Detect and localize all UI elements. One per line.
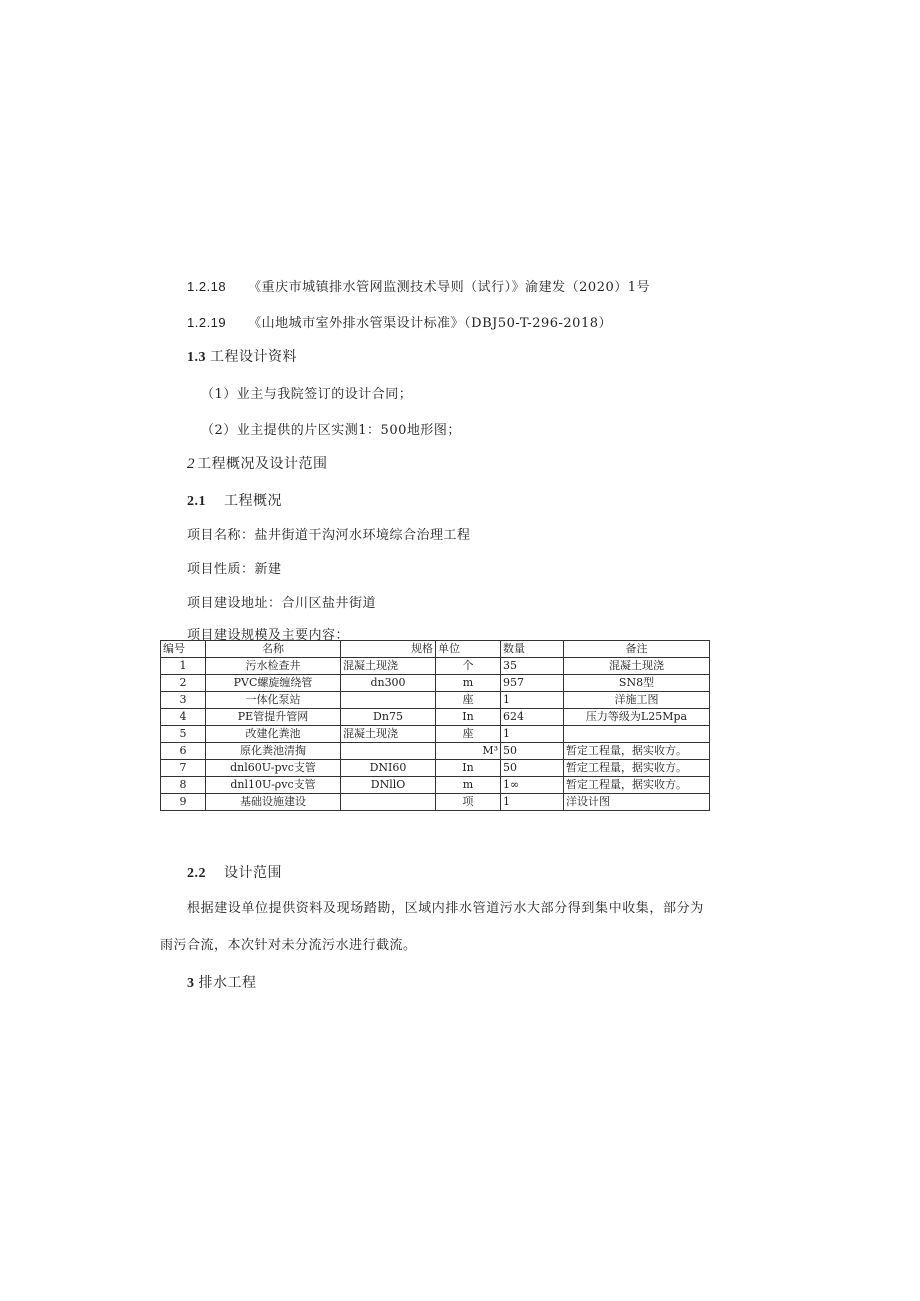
- cell-spec: DNllO: [341, 777, 436, 794]
- section-title: 工程概况及设计范围: [197, 456, 328, 472]
- cell-remark: 混凝土现浇: [564, 658, 710, 675]
- table-row: [161, 692, 710, 709]
- table-row: [161, 709, 710, 726]
- cell-spec: [341, 794, 436, 811]
- reference-1-2-18: [187, 276, 650, 295]
- cell-unit: 项: [436, 794, 501, 811]
- cell-spec: dn300: [341, 675, 436, 692]
- table-row: [161, 743, 710, 760]
- header-cell-spec: 规格: [341, 641, 436, 658]
- table-row: [161, 675, 710, 692]
- cell-quantity: 624: [501, 709, 564, 726]
- cell-remark: 洋设计图: [564, 794, 710, 811]
- table-row: [161, 794, 710, 811]
- section-title: 排水工程: [198, 975, 257, 991]
- cell-remark: 洋施工图: [564, 692, 710, 709]
- section-number: 1.3: [187, 350, 206, 365]
- section-heading-3: [187, 972, 257, 992]
- header-cell-remark: 备注: [564, 641, 710, 658]
- project-name: 项目名称：盐井街道干沟河水环境综合治理工程: [187, 528, 471, 543]
- cell-quantity: 1: [501, 726, 564, 743]
- reference-text: 《重庆市城镇排水管网监测技术导则（试行）》渝建发（2020）1号: [248, 280, 651, 295]
- material-item-1: （1）业主与我院签订的设计合同；: [201, 387, 413, 402]
- cell-quantity: 35: [501, 658, 564, 675]
- cell-quantity: 1: [501, 794, 564, 811]
- cell-spec: [341, 743, 436, 760]
- cell-quantity: 50: [501, 760, 564, 777]
- table-header-row: [161, 641, 710, 658]
- cell-number: 1: [161, 658, 206, 675]
- cell-unit: M³: [436, 743, 501, 760]
- cell-quantity: 50: [501, 743, 564, 760]
- section-number: 2: [187, 456, 195, 472]
- reference-1-2-19: [187, 312, 612, 331]
- cell-spec: DNI60: [341, 760, 436, 777]
- cell-remark: SN8型: [564, 675, 710, 692]
- section-title: 设计范围: [224, 865, 282, 881]
- project-site: 项目建设地址：合川区盐井街道: [187, 596, 377, 611]
- scope-paragraph-line-2: 雨污合流，本次针对未分流污水进行截流。: [160, 938, 417, 953]
- cell-unit: m: [436, 777, 501, 794]
- cell-remark: 暂定工程量，据实收方。: [564, 760, 710, 777]
- cell-number: 4: [161, 709, 206, 726]
- cell-unit: In: [436, 709, 501, 726]
- cell-number: 9: [161, 794, 206, 811]
- cell-spec: Dn75: [341, 709, 436, 726]
- section-number: 2.1: [187, 494, 206, 509]
- cell-remark: [564, 726, 710, 743]
- cell-unit: 座: [436, 692, 501, 709]
- cell-number: 3: [161, 692, 206, 709]
- cell-quantity: 957: [501, 675, 564, 692]
- section-number: 2.2: [187, 866, 206, 881]
- section-heading-2-2: [187, 862, 282, 882]
- cell-name: 原化粪池清掏: [206, 743, 341, 760]
- reference-text: 《山地城市室外排水管渠设计标准》（DBJ50-T-296-2018）: [248, 316, 612, 331]
- cell-name: 改建化粪池: [206, 726, 341, 743]
- section-heading-2: [187, 453, 328, 473]
- section-title: 工程概况: [224, 493, 282, 509]
- cell-number: 8: [161, 777, 206, 794]
- cell-quantity: 1: [501, 692, 564, 709]
- table-row: [161, 658, 710, 675]
- cell-number: 5: [161, 726, 206, 743]
- cell-number: 7: [161, 760, 206, 777]
- cell-name: dnl60U-pvc支管: [206, 760, 341, 777]
- cell-unit: m: [436, 675, 501, 692]
- table-row: [161, 760, 710, 777]
- material-item-2: （2）业主提供的片区实测1：500地形图；: [201, 423, 461, 438]
- cell-unit: In: [436, 760, 501, 777]
- section-heading-2-1: [187, 490, 282, 510]
- cell-remark: 暂定工程量，据实收方。: [564, 743, 710, 760]
- cell-number: 2: [161, 675, 206, 692]
- cell-unit: 座: [436, 726, 501, 743]
- table-row: [161, 726, 710, 743]
- cell-unit: 个: [436, 658, 501, 675]
- section-number: 3: [187, 976, 195, 991]
- project-nature: 项目性质：新建: [187, 562, 282, 577]
- section-heading-1-3: [187, 346, 297, 366]
- header-cell-unit: 单位: [436, 641, 501, 658]
- header-cell-name: 名称: [206, 641, 341, 658]
- cell-number: 6: [161, 743, 206, 760]
- project-scale-label: 项目建设规模及主要内容：: [187, 628, 350, 643]
- cell-name: PE管提升管网: [206, 709, 341, 726]
- project-scope-table: [160, 640, 710, 811]
- table-row: [161, 777, 710, 794]
- cell-name: 一体化泵站: [206, 692, 341, 709]
- cell-name: dnl10U-ρvc支管: [206, 777, 341, 794]
- section-title: 工程设计资料: [210, 349, 297, 365]
- cell-spec: 混凝土现浇: [341, 726, 436, 743]
- scope-paragraph-line-1: 根据建设单位提供资料及现场踏勘，区域内排水管道污水大部分得到集中收集，部分为: [187, 901, 704, 916]
- header-cell-quantity: 数量: [501, 641, 564, 658]
- reference-number: 1.2.19: [187, 315, 227, 330]
- cell-remark: 暂定工程量，据实收方。: [564, 777, 710, 794]
- cell-spec: 混凝土现浇: [341, 658, 436, 675]
- cell-name: 污水检查井: [206, 658, 341, 675]
- cell-remark: 压力等级为L25Mpa: [564, 709, 710, 726]
- cell-spec: [341, 692, 436, 709]
- header-cell-number: 编号: [161, 641, 206, 658]
- cell-quantity: 1∞: [501, 777, 564, 794]
- reference-number: 1.2.18: [187, 279, 227, 294]
- cell-name: PVC螺旋缠绕管: [206, 675, 341, 692]
- cell-name: 基础设施建设: [206, 794, 341, 811]
